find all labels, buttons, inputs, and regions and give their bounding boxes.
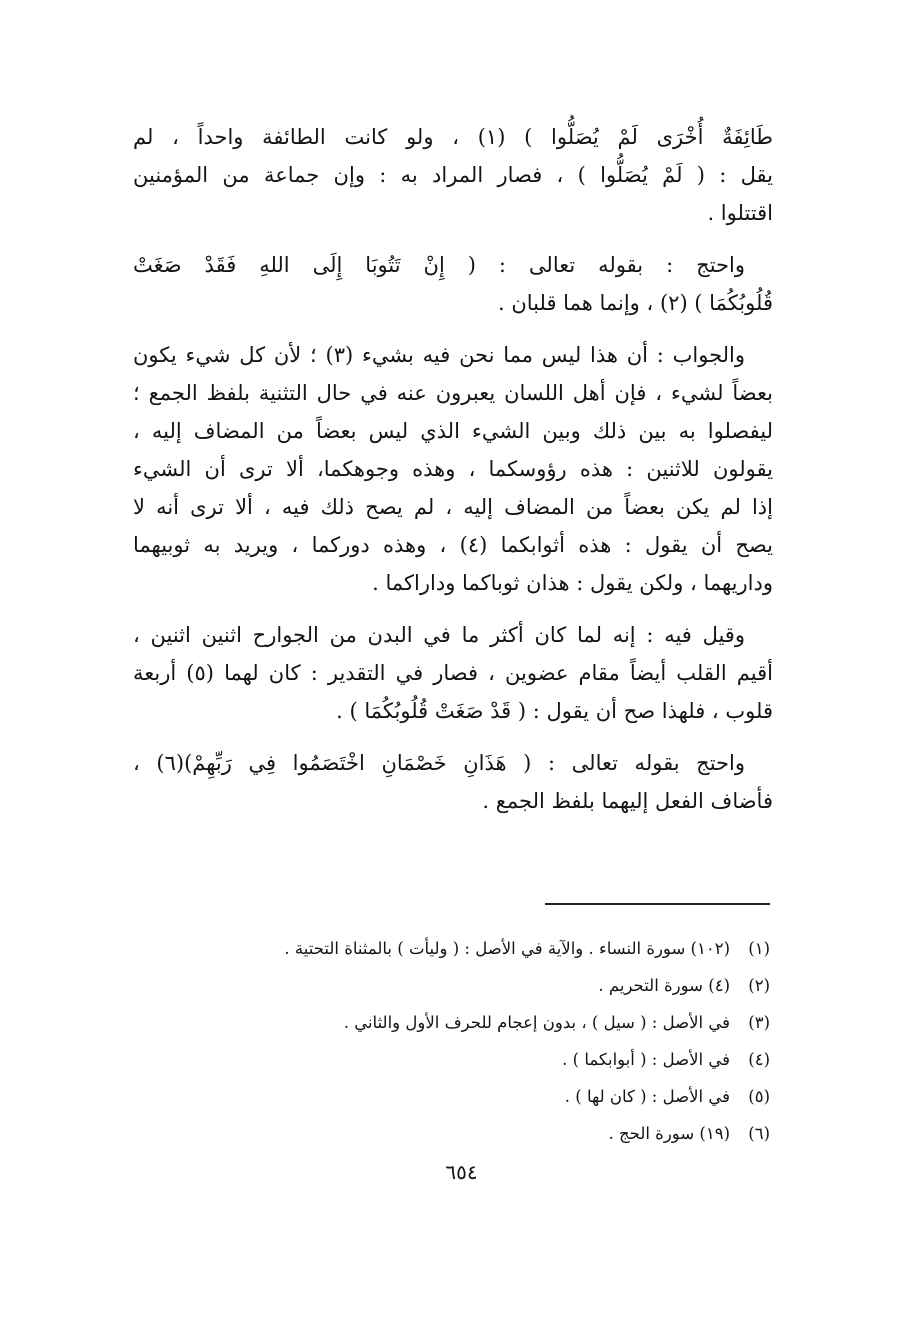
text-line: فأضاف الفعل إليهما بلفظ الجمع . [482,789,773,813]
paragraph [133,744,773,820]
paragraph [133,246,773,322]
footnote-number: (٥) [748,1087,770,1106]
text-line: يقل : ( لَمْ يُصَلُّوا ) ، فصار المراد به : وإن جماعة من المؤمنين [133,163,773,187]
text-line: اقتتلوا . [707,201,773,225]
text-line: يصح أن يقول : هذه أثوابكما (٤) ، وهذه دوركما ، ويريد به ثوبيهما [133,533,773,557]
footnote-text: (١٩) سورة الحج . [608,1124,730,1143]
text-line: قُلُوبُكُمَا ) (٢) ، وإنما هما قلبان . [498,291,773,315]
text-line: والجواب : أن هذا ليس مما نحن فيه بشيء (٣) ؛ لأن كل شيء يكون [133,343,745,367]
footnote-number: (١) [748,939,770,958]
footnote [150,1115,770,1152]
page-number: ٦٥٤ [445,1160,478,1184]
footnote-separator [545,903,770,905]
footnote-text: (٤) سورة التحريم . [598,976,730,995]
text-line: يقولون للاثنين : هذه رؤوسكما ، وهذه وجوهكما، ألا ترى أن الشيء [133,457,773,481]
footnotes [150,930,770,1152]
footnote [150,1078,770,1115]
footnote-text: (١٠٢) سورة النساء . والآية في الأصل : ( وليأت ) بالمثناة التحتية . [284,939,730,958]
main-text [133,118,773,834]
footnote-text: في الأصل : ( أبوابكما ) . [562,1050,730,1069]
footnote [150,1041,770,1078]
footnote [150,930,770,967]
footnote-number: (٦) [748,1124,770,1143]
paragraph [133,336,773,602]
footnote-number: (٣) [748,1013,770,1032]
text-line: وقيل فيه : إنه لما كان أكثر ما في البدن من الجوارح اثنين اثنين ، [133,623,745,647]
footnote [150,967,770,1004]
text-line: وداريهما ، ولكن يقول : هذان ثوباكما وداراكما . [372,571,773,595]
footnote-text: في الأصل : ( سيل ) ، بدون إعجام للحرف الأول والثاني . [343,1013,730,1032]
text-line: واحتج : بقوله تعالى : ( إِنْ تَتُوبَا إِلَى اللهِ فَقَدْ صَغَتْ [133,253,745,277]
text-line: واحتج بقوله تعالى : ( هَذَانِ خَصْمَانِ اخْتَصَمُوا فِي رَبِّهِمْ)(٦) ، [133,751,745,775]
text-line: ليفصلوا به بين ذلك وبين الشيء الذي ليس بعضاً من المضاف إليه ، [133,419,773,443]
text-line: أقيم القلب أيضاً مقام عضوين ، فصار في التقدير : كان لهما (٥) أربعة [133,661,773,685]
text-line: قلوب ، فلهذا صح أن يقول : ( قَدْ صَغَتْ قُلُوبُكُمَا ) . [336,699,773,723]
paragraph [133,616,773,730]
text-line: إذا لم يكن بعضاً من المضاف إليه ، لم يصح ذلك فيه ، ألا ترى أنه لا [133,495,773,519]
footnote-text: في الأصل : ( كان لها ) . [564,1087,730,1106]
text-line: طَائِفَةٌ أُخْرَى لَمْ يُصَلُّوا ) (١) ، ولو كانت الطائفة واحداً ، لم [133,125,774,149]
text-line: بعضاً لشيء ، فإن أهل اللسان يعبرون عنه في حال التثنية بلفظ الجمع ؛ [133,381,773,405]
paragraph [133,118,773,232]
footnote-number: (٤) [748,1050,770,1069]
footnote [150,1004,770,1041]
footnote-number: (٢) [748,976,770,995]
